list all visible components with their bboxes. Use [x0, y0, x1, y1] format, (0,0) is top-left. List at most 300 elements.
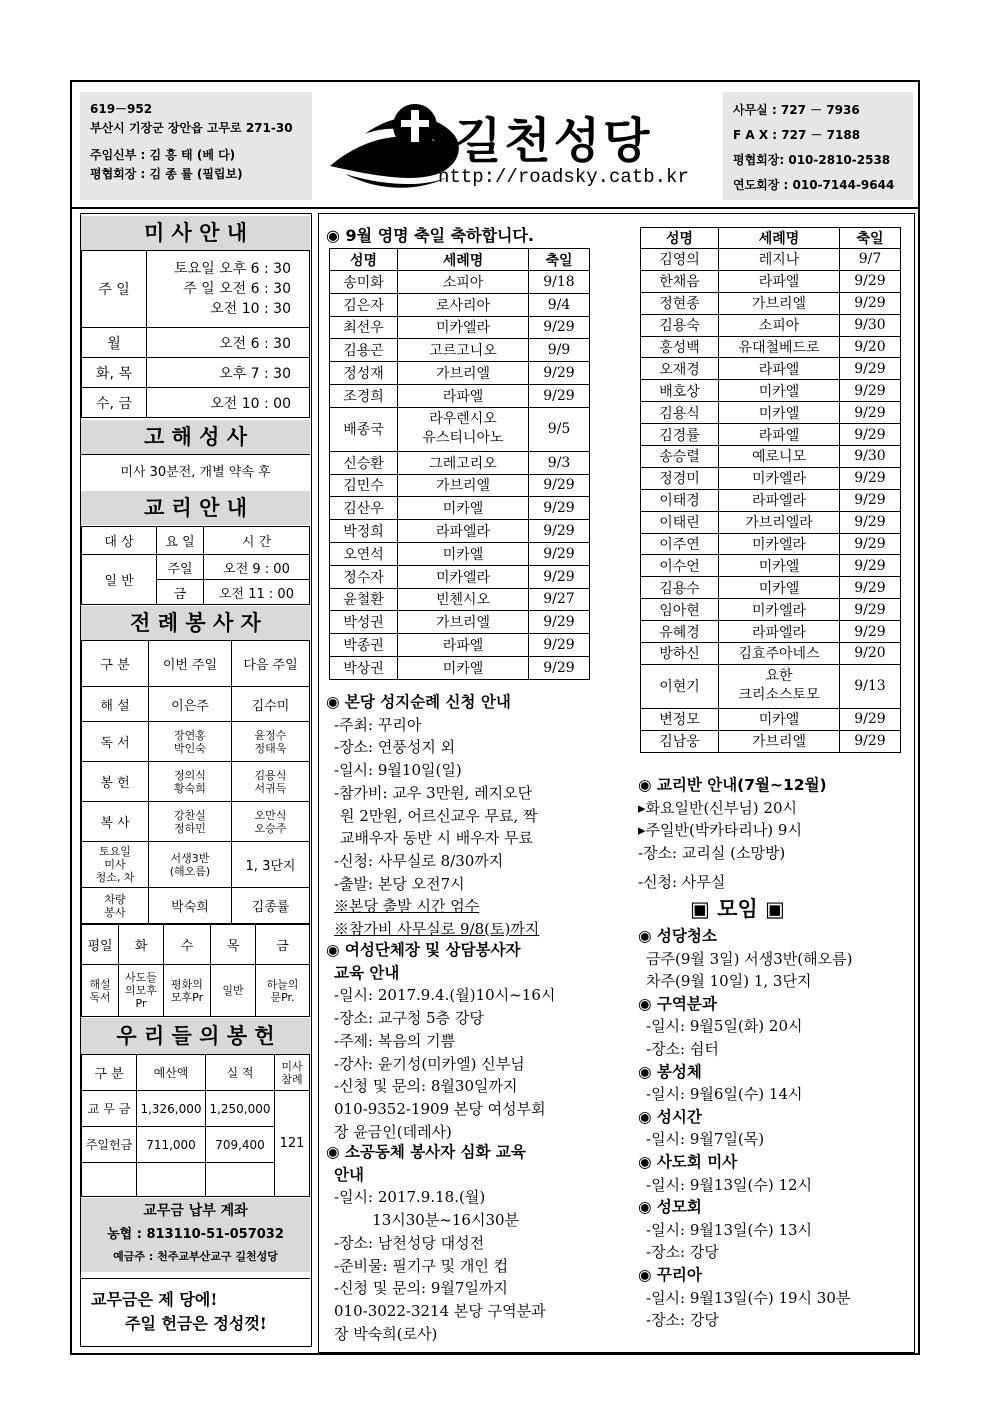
feast-baptism: 미카엘라 [719, 533, 840, 555]
feast-day: 9/29 [840, 730, 901, 752]
feast-row [330, 384, 590, 407]
women-line-5: -신청 및 문의: 8월30일까지 [334, 1077, 518, 1096]
account-title: 교무금 납부 계좌 [143, 1203, 248, 1219]
feast-row [330, 634, 590, 657]
liturgy-this-4: 강찬실 정하민 [149, 802, 232, 842]
offering-header-0: 구 분 [82, 1055, 137, 1091]
liturgy-next-2: 윤정수 정태욱 [232, 722, 310, 762]
meeting-title: ◉ 성당청소 [638, 927, 717, 945]
pilgrimage-line-5: 원 2만원, 어르신교우 무료, 짝 [340, 806, 538, 825]
meeting-title: ◉ 구역분과 [638, 994, 717, 1013]
offering-actual-1: 1,250,000 [206, 1091, 275, 1127]
feast-table-left [329, 248, 590, 680]
slogan-line-1: 교무금은 제 당에! [91, 1290, 218, 1309]
women-line-6: 010-9352-1909 본당 여성부회 [334, 1099, 546, 1118]
feast-header-name-r: 성명 [641, 228, 719, 249]
offering-budget-2: 711,000 [137, 1127, 206, 1163]
feast-row [330, 542, 590, 565]
contact-box [723, 92, 913, 200]
meeting-line: -일시: 9월7일(목) [646, 1130, 765, 1149]
weekday-cell-0: 해설 독서 [82, 965, 119, 1017]
community-title-2: 안내 [334, 1165, 364, 1184]
catechism-table [81, 526, 310, 605]
feast-day: 9/29 [840, 358, 901, 380]
catechism-time-2: 오전 11 : 00 [204, 580, 310, 605]
meeting-line: 차주(9월 10일) 1, 3단지 [646, 972, 812, 991]
pilgrimage-note-1: ※본당 출발 시간 엄수 [334, 897, 480, 916]
feast-header-day: 축일 [529, 249, 590, 271]
women-line-3: -주제: 복음의 기쁨 [334, 1031, 456, 1050]
feast-baptism: 가브리엘 [398, 611, 529, 634]
women-line-1: -일시: 2017.9.4.(월)10시~16시 [334, 986, 556, 1005]
feast-baptism: 라우렌시오 유스티니아노 [398, 407, 529, 451]
meeting-title: ◉ 봉성체 [638, 1062, 702, 1081]
feast-name: 이태경 [641, 489, 719, 511]
feast-name: 김산우 [330, 497, 398, 520]
meeting-line: -일시: 9월13일(수) 19시 30분 [646, 1288, 851, 1307]
feast-baptism: 그레고리오 [398, 451, 529, 474]
pilgrimage-line-6: 교배우자 동반 시 배우자 무료 [340, 829, 533, 848]
feast-row [641, 314, 901, 336]
feast-name: 방하신 [641, 643, 719, 665]
feast-baptism: 가브리엘 [719, 730, 840, 752]
liturgy-table [81, 640, 310, 924]
feast-baptism: 가브리엘 [398, 362, 529, 385]
feast-name: 이수언 [641, 555, 719, 577]
feast-day: 9/29 [840, 599, 901, 621]
liturgy-header-next: 다음 주일 [232, 641, 310, 687]
feast-name: 변정모 [641, 708, 719, 730]
parish-info-box [80, 92, 312, 200]
sunday-time-2: 주 일 오전 6 : 30 [183, 281, 291, 297]
feast-baptism: 라파엘라 [719, 621, 840, 643]
feast-name: 조경희 [330, 384, 398, 407]
liturgy-role-2: 독 서 [82, 722, 149, 762]
liturgy-header-role: 구 분 [82, 641, 149, 687]
feast-baptism: 라파엘 [719, 270, 840, 292]
feast-baptism: 가브리엘 [719, 292, 840, 314]
offering-header-3: 미사 참례 [275, 1055, 310, 1091]
feast-name: 한채음 [641, 270, 719, 292]
pilgrimage-line-3: -일시: 9월10일(일) [334, 761, 462, 780]
feast-row [641, 467, 901, 489]
pilgrimage-section [326, 691, 539, 941]
feast-name: 정성재 [330, 362, 398, 385]
feast-row [330, 656, 590, 679]
weekday-header-1: 화 [119, 925, 164, 965]
mass-table [81, 250, 310, 418]
feast-name: 박정희 [330, 520, 398, 543]
site-url[interactable]: http://roadsky.catb.kr [438, 166, 689, 188]
feast-row [330, 474, 590, 497]
meeting-line: -일시: 9월6일(수) 14시 [646, 1085, 803, 1104]
feast-day: 9/18 [529, 271, 590, 294]
feast-row [641, 555, 901, 577]
catechism-day-2: 금 [157, 580, 204, 605]
weekday-header-4: 금 [256, 925, 310, 965]
pilgrimage-line-7: -신청: 사무실로 8/30까지 [334, 851, 504, 870]
catechism-class-line-3: -장소: 교리실 (소망방) [638, 844, 786, 863]
feast-baptism: 미카엘 [398, 497, 529, 520]
feast-row [641, 249, 901, 271]
feast-name: 김용숙 [641, 314, 719, 336]
pilgrimage-note-2: ※참가비 사무실로 9/8(토)까지 [334, 920, 540, 939]
feast-row [330, 497, 590, 520]
feast-name: 오연석 [330, 542, 398, 565]
catechism-header-time: 시 간 [204, 527, 310, 555]
liturgy-role-5: 토요일 미사 청소, 차 [82, 842, 149, 888]
feast-name: 이주연 [641, 533, 719, 555]
weekday-header-0: 평일 [82, 925, 119, 965]
feast-baptism: 미카엘라 [398, 565, 529, 588]
pilgrimage-title: ◉ 본당 성지순례 신청 안내 [326, 693, 511, 711]
council-phone: 평협회장: 010-2810-2538 [733, 153, 891, 167]
feast-header-name: 성명 [330, 249, 398, 271]
feast-row [330, 611, 590, 634]
meeting-title: ◉ 사도회 미사 [638, 1152, 738, 1171]
account-box [81, 1198, 310, 1272]
feast-row [641, 402, 901, 424]
catechism-time-1: 오전 9 : 00 [204, 555, 310, 580]
pilgrimage-line-4: -참가비: 교우 3만원, 레지오단 [334, 783, 533, 802]
feast-baptism: 요한 크리소스토모 [719, 664, 840, 708]
feast-row [641, 643, 901, 665]
feast-day: 9/29 [840, 555, 901, 577]
feast-day: 9/29 [840, 489, 901, 511]
confession-title: 고 해 성 사 [81, 420, 310, 454]
community-title-1: ◉ 소공동체 봉사자 심화 교육 [326, 1143, 526, 1161]
meetings-section [638, 925, 852, 1332]
feast-name: 정현종 [641, 292, 719, 314]
feast-name: 정수자 [330, 565, 398, 588]
liturgy-next-3: 김용식 서귀득 [232, 762, 310, 802]
feast-baptism: 라파엘라 [719, 489, 840, 511]
weekday-header-3: 목 [211, 925, 256, 965]
pilgrimage-line-8: -출발: 본당 오전7시 [334, 874, 465, 893]
feast-day: 9/29 [529, 520, 590, 543]
fax-number: F A X : 727 － 7188 [733, 128, 861, 142]
feast-name: 홍성백 [641, 336, 719, 358]
feast-name: 김남웅 [641, 730, 719, 752]
feast-day: 9/29 [840, 380, 901, 402]
feast-row [330, 271, 590, 294]
feast-row [641, 489, 901, 511]
feast-baptism: 미카엘 [719, 402, 840, 424]
meetings-title: ▣ 모임 ▣ [690, 897, 785, 921]
women-line-4: -강사: 윤기성(미카엘) 신부님 [334, 1054, 525, 1073]
offering-label-1: 교 무 금 [82, 1091, 137, 1127]
feast-baptism: 빈첸시오 [398, 588, 529, 611]
pilgrimage-line-1: -주최: 꾸리아 [334, 715, 422, 734]
liturgy-title: 전 례 봉 사 자 [81, 606, 310, 640]
feast-baptism: 소피아 [398, 271, 529, 294]
feast-baptism: 가브리엘라 [719, 511, 840, 533]
liturgy-this-2: 장연홍 박인숙 [149, 722, 232, 762]
feast-baptism: 고르고니오 [398, 339, 529, 362]
feast-baptism: 미카엘 [719, 708, 840, 730]
feast-baptism: 미카엘 [398, 656, 529, 679]
feast-row [641, 424, 901, 446]
meeting-line: -일시: 9월5일(화) 20시 [646, 1017, 803, 1036]
feast-name: 이현기 [641, 664, 719, 708]
feast-day: 9/29 [840, 402, 901, 424]
feast-day: 9/29 [840, 270, 901, 292]
feast-day: 9/29 [529, 565, 590, 588]
catechism-header-target: 대 상 [82, 527, 157, 555]
postal-code: 619－952 [90, 102, 153, 116]
meeting-line: 금주(9월 3일) 서생3반(해오름) [646, 949, 853, 968]
liturgy-role-1: 해 설 [82, 687, 149, 722]
meeting-line: -일시: 9월13일(수) 12시 [646, 1175, 813, 1194]
feast-day: 9/7 [840, 249, 901, 271]
feast-day: 9/29 [529, 497, 590, 520]
feast-header-day-r: 축일 [840, 228, 901, 249]
header-divider [70, 207, 920, 209]
offering-title: 우 리 들 의 봉 헌 [81, 1018, 310, 1054]
feast-day: 9/29 [529, 384, 590, 407]
liturgy-next-5: 1, 3단지 [232, 842, 310, 888]
mass-day-1: 월 [82, 328, 147, 358]
feast-day: 9/29 [529, 656, 590, 679]
feast-header-baptism-r: 세례명 [719, 228, 840, 249]
confession-text: 미사 30분전, 개별 약속 후 [81, 454, 310, 492]
offering-label-2: 주일헌금 [82, 1127, 137, 1163]
women-line-2: -장소: 교구청 5층 강당 [334, 1009, 484, 1028]
feast-row [641, 292, 901, 314]
feast-row [330, 588, 590, 611]
liturgy-this-3: 정의식 황숙희 [149, 762, 232, 802]
slogan-line-2: 주일 헌금은 정성껏! [125, 1314, 267, 1333]
feast-baptism: 미카엘 [398, 542, 529, 565]
feast-baptism: 가브리엘 [398, 474, 529, 497]
feast-row [641, 380, 901, 402]
catechism-class-line-4: -신청: 사무실 [638, 872, 726, 891]
liturgy-next-6: 김종률 [232, 888, 310, 924]
feast-name: 김은자 [330, 293, 398, 316]
feast-day: 9/29 [529, 474, 590, 497]
feast-day: 9/29 [840, 292, 901, 314]
feast-row [641, 336, 901, 358]
feast-name: 김경률 [641, 424, 719, 446]
catechism-target: 일 반 [82, 555, 157, 605]
feast-row [641, 708, 901, 730]
sunday-time-3: 오전 10 : 30 [210, 301, 291, 317]
feast-baptism: 라파엘 [719, 424, 840, 446]
feast-day: 9/5 [529, 407, 590, 451]
catechism-title: 교 리 안 내 [81, 491, 310, 525]
feast-row [330, 565, 590, 588]
feast-table-right [640, 227, 901, 753]
address: 부산시 기장군 장안읍 고무로 271-30 [90, 121, 293, 135]
community-line-1: -일시: 2017.9.18.(월) [334, 1188, 486, 1207]
meeting-line: -일시: 9월13일(수) 13시 [646, 1220, 813, 1239]
women-title-2: 교육 안내 [334, 963, 400, 982]
feast-day: 9/29 [529, 634, 590, 657]
feast-row [641, 533, 901, 555]
feast-baptism: 미카엘 [719, 380, 840, 402]
women-section [326, 939, 555, 1143]
feast-baptism: 레지나 [719, 249, 840, 271]
sunday-time-1: 토요일 오후 6 : 30 [174, 261, 291, 277]
feast-day: 9/29 [840, 533, 901, 555]
community-line-5: -신청 및 문의: 9월7일까지 [334, 1279, 508, 1298]
feast-day: 9/29 [840, 511, 901, 533]
feast-baptism: 미카엘라 [398, 316, 529, 339]
feast-day: 9/20 [840, 643, 901, 665]
liturgy-role-6: 차량 봉사 [82, 888, 149, 924]
catechism-class-line-1: ▸화요일반(신부님) 20시 [638, 798, 798, 817]
feast-day: 9/29 [529, 611, 590, 634]
account-bank: 농협 : 813110-51-057032 [107, 1227, 284, 1242]
feast-row [330, 339, 590, 362]
feast-name: 김용식 [641, 402, 719, 424]
feast-row [641, 358, 901, 380]
offering-table [81, 1054, 310, 1197]
feast-baptism: 로사리아 [398, 293, 529, 316]
priest: 주임신부 : 김 흥 태 (베 다) [90, 148, 236, 162]
liturgy-next-4: 오만식 오승주 [232, 802, 310, 842]
weekday-cell-4: 하늘의 문Pr. [256, 965, 310, 1017]
feast-baptism: 소피아 [719, 314, 840, 336]
catechism-header-day: 요 일 [157, 527, 204, 555]
women-line-7: 장 윤금인(데레사) [334, 1122, 452, 1141]
weekday-cell-3: 일반 [211, 965, 256, 1017]
liturgy-this-5: 서생3반 (해오름) [149, 842, 232, 888]
feast-row [641, 446, 901, 468]
feast-row [641, 730, 901, 752]
offering-actual-2: 709,400 [206, 1127, 275, 1163]
feast-day: 9/29 [840, 621, 901, 643]
feast-baptism: 미카엘 [719, 555, 840, 577]
catechism-class-section [638, 774, 827, 894]
office-phone: 사무실 : 727 － 7936 [733, 103, 860, 117]
feast-day: 9/29 [840, 708, 901, 730]
feast-baptism: 라파엘라 [398, 520, 529, 543]
feast-name: 임아현 [641, 599, 719, 621]
feast-row [330, 451, 590, 474]
mass-day-3: 수, 금 [82, 388, 147, 418]
community-line-4: -준비물: 필기구 및 개인 컵 [334, 1256, 509, 1275]
weekday-header-2: 수 [164, 925, 211, 965]
meeting-title: ◉ 성시간 [638, 1107, 702, 1126]
offering-header-1: 예산액 [137, 1055, 206, 1091]
feast-name: 박종권 [330, 634, 398, 657]
feast-day: 9/20 [840, 336, 901, 358]
community-line-6: 010-3022-3214 본당 구역분과 [334, 1301, 546, 1320]
council-president: 평협회장 : 김 종 률 (필립보) [90, 167, 243, 181]
feast-row [641, 664, 901, 708]
sunday-label: 주 일 [82, 251, 147, 328]
feast-baptism: 라파엘 [398, 634, 529, 657]
feast-baptism: 라파엘 [719, 358, 840, 380]
feast-name: 정경미 [641, 467, 719, 489]
feast-row [641, 577, 901, 599]
catechism-day-1: 주일 [157, 555, 204, 580]
feast-name: 김영의 [641, 249, 719, 271]
weekday-cell-1: 사도들 의모후 Pr [119, 965, 164, 1017]
feast-baptism: 유대철베드로 [719, 336, 840, 358]
feast-name: 김용수 [641, 577, 719, 599]
liturgy-header-this: 이번 주일 [149, 641, 232, 687]
feast-baptism: 미카엘라 [719, 599, 840, 621]
mass-title: 미 사 안 내 [81, 216, 310, 250]
feast-row [330, 316, 590, 339]
feast-header-baptism: 세례명 [398, 249, 529, 271]
liturgy-role-3: 봉 헌 [82, 762, 149, 802]
feast-row [641, 621, 901, 643]
feast-name: 송미화 [330, 271, 398, 294]
feast-day: 9/29 [529, 542, 590, 565]
meeting-line: -장소: 쉼터 [646, 1039, 719, 1058]
feast-name: 유혜경 [641, 621, 719, 643]
meeting-line: -장소: 강당 [646, 1243, 719, 1262]
feast-baptism: 예로니모 [719, 446, 840, 468]
mass-time-3: 오전 10 : 00 [147, 388, 310, 418]
feast-day: 9/27 [529, 588, 590, 611]
feast-row [330, 520, 590, 543]
feast-name: 신승환 [330, 451, 398, 474]
mass-time-1: 오전 6 : 30 [147, 328, 310, 358]
community-line-7: 장 박숙희(로사) [334, 1324, 438, 1343]
feast-day: 9/29 [840, 577, 901, 599]
feast-day: 9/30 [840, 314, 901, 336]
feast-day: 9/9 [529, 339, 590, 362]
women-title-1: ◉ 여성단체장 및 상담봉사자 [326, 941, 521, 959]
feast-name: 오재경 [641, 358, 719, 380]
pilgrimage-line-2: -장소: 연풍성지 외 [334, 738, 456, 757]
feast-baptism: 미카엘 [719, 577, 840, 599]
offering-budget-1: 1,326,000 [137, 1091, 206, 1127]
mass-day-2: 화, 목 [82, 358, 147, 388]
meeting-line: -장소: 강당 [646, 1311, 719, 1330]
liturgy-next-1: 김수미 [232, 687, 310, 722]
youth-phone: 연도회장 : 010-7144-9644 [733, 178, 895, 192]
feast-day: 9/29 [840, 467, 901, 489]
offering-header-2: 실 적 [206, 1055, 275, 1091]
community-line-3: -장소: 남천성당 대성전 [334, 1233, 485, 1252]
feast-row [330, 293, 590, 316]
feast-row [641, 270, 901, 292]
feast-row [641, 511, 901, 533]
feast-name: 최선우 [330, 316, 398, 339]
meeting-title: ◉ 성모회 [638, 1198, 702, 1217]
feast-name: 박성권 [330, 611, 398, 634]
feast-row [330, 362, 590, 385]
catechism-class-title: ◉ 교리반 안내(7월~12월) [638, 776, 827, 794]
feast-name: 배종국 [330, 407, 398, 451]
feast-baptism: 라파엘 [398, 384, 529, 407]
feast-baptism: 김효주아네스 [719, 643, 840, 665]
community-line-2: 13시30분~16시30분 [334, 1211, 520, 1230]
account-holder: 예금주 : 천주교부산교구 길천성당 [113, 1250, 278, 1263]
liturgy-this-1: 이은주 [149, 687, 232, 722]
site-title: 길천성당 [455, 113, 653, 169]
feast-day: 9/29 [529, 362, 590, 385]
feast-day: 9/13 [840, 664, 901, 708]
feast-name: 배호상 [641, 380, 719, 402]
weekday-cell-2: 평화의 모후Pr [164, 965, 211, 1017]
feast-name: 김민수 [330, 474, 398, 497]
catechism-class-line-2: ▸주일반(박카타리나) 9시 [638, 821, 802, 840]
liturgy-this-6: 박숙희 [149, 888, 232, 924]
meeting-title: ◉ 꾸리아 [638, 1265, 702, 1284]
mass-time-2: 오후 7 : 30 [147, 358, 310, 388]
feast-day: 9/30 [840, 446, 901, 468]
feast-day: 9/4 [529, 293, 590, 316]
feast-name: 윤철환 [330, 588, 398, 611]
feast-day: 9/29 [529, 316, 590, 339]
slogan-box [81, 1278, 310, 1345]
